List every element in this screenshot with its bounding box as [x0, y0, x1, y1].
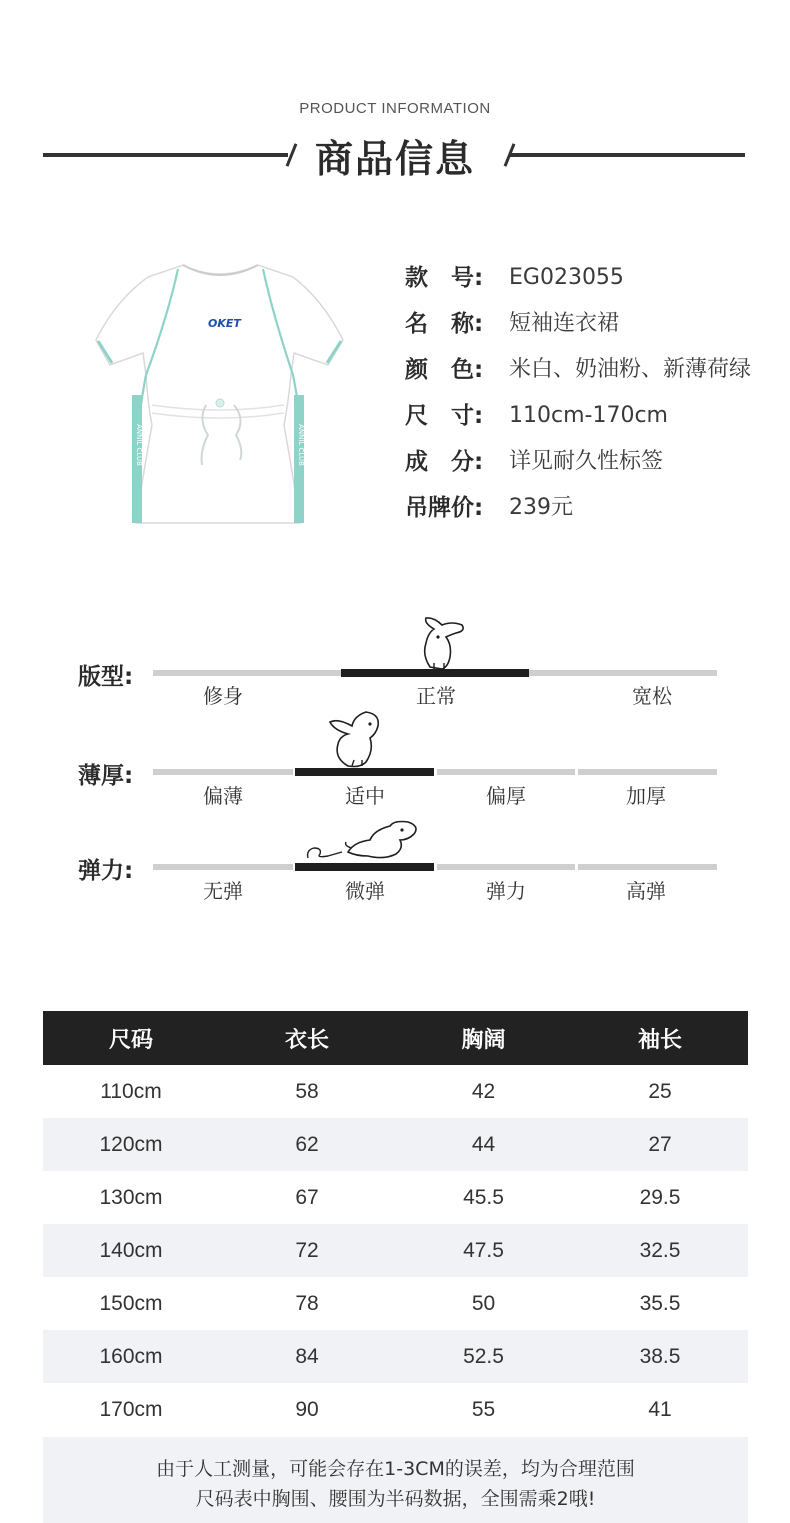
spec-value: 详见耐久性标签	[509, 449, 664, 474]
table-cell: 160cm	[43, 1330, 219, 1383]
table-row	[43, 1171, 748, 1224]
table-cell: 50	[471, 1291, 496, 1315]
tape-text-right: ANNIL CLUB	[297, 424, 305, 466]
table-row	[43, 1065, 748, 1118]
spec-row-composition	[405, 446, 765, 478]
scale-tick	[575, 768, 578, 776]
table-cell: 90	[295, 1397, 319, 1421]
table-header-cell: 衣长	[219, 1011, 395, 1065]
size-table	[43, 1011, 748, 1436]
table-header-row	[43, 1011, 748, 1065]
rabbit-standing-icon	[412, 615, 472, 673]
spec-value: 239元	[509, 495, 573, 520]
scale-option: 偏厚	[486, 784, 526, 808]
tape-text-left: ANNIL CLUB	[135, 424, 143, 466]
scale-title-thickness: 薄厚:	[78, 763, 134, 789]
spec-list	[405, 262, 765, 538]
table-cell: 35.5	[639, 1291, 681, 1315]
note-line-2: 尺码表中胸围、腰围为半码数据，全围需乘2哦!	[195, 1488, 596, 1510]
table-cell: 130cm	[99, 1185, 163, 1209]
scale-option: 弹力	[486, 879, 526, 903]
table-cell: 38.5	[572, 1330, 748, 1383]
spec-label: 颜 色:	[405, 357, 484, 383]
section-title: 商品信息	[314, 137, 475, 181]
table-row	[43, 1224, 748, 1277]
scale-title-fit: 版型:	[78, 664, 134, 690]
table-cell: 27	[572, 1118, 748, 1171]
spec-row-price	[405, 492, 765, 524]
table-cell: 41	[648, 1397, 672, 1421]
table-row	[43, 1383, 748, 1436]
spec-value: 短袖连衣裙	[509, 311, 620, 336]
scale-title-elasticity: 弹力:	[78, 858, 134, 884]
table-cell: 58	[295, 1079, 319, 1103]
table-row	[43, 1277, 748, 1330]
scale-option: 适中	[345, 784, 385, 808]
table-cell: 32.5	[572, 1224, 748, 1277]
spec-label: 成 分:	[405, 449, 484, 475]
table-cell: 55	[471, 1397, 496, 1421]
spec-value: 110cm-170cm	[509, 403, 668, 428]
spec-label: 名 称:	[405, 311, 484, 337]
scale-tick	[434, 768, 437, 776]
table-cell: 44	[395, 1118, 572, 1171]
scale-option: 宽松	[632, 684, 672, 708]
table-header-cell: 尺码	[43, 1011, 219, 1065]
scale-option: 高弹	[626, 879, 666, 903]
table-cell: 78	[295, 1291, 319, 1315]
scale-option: 微弹	[345, 879, 385, 903]
scale-tick	[434, 863, 437, 871]
header-divider-right	[510, 153, 745, 157]
rabbit-sitting-icon	[326, 708, 386, 770]
chest-logo: OKET	[208, 317, 241, 330]
scale-option: 正常	[416, 684, 456, 708]
table-cell: 42	[471, 1079, 496, 1103]
table-cell: 52.5	[395, 1330, 572, 1383]
spec-label: 尺 寸:	[405, 403, 484, 429]
spec-label: 款 号:	[405, 265, 484, 291]
table-cell: 72	[219, 1224, 395, 1277]
table-header-cell: 袖长	[572, 1011, 748, 1065]
table-cell: 25	[648, 1079, 672, 1103]
table-cell: 120cm	[43, 1118, 219, 1171]
section-subtitle-en: PRODUCT INFORMATION	[299, 100, 491, 117]
table-cell: 45.5	[463, 1185, 504, 1209]
rabbit-jumping-icon	[304, 818, 422, 864]
table-cell: 47.5	[395, 1224, 572, 1277]
spec-label: 吊牌价:	[405, 495, 484, 521]
table-cell: 62	[219, 1118, 395, 1171]
scale-option: 偏薄	[203, 784, 243, 808]
scale-track-elasticity	[153, 864, 717, 870]
table-header-cell: 胸阔	[395, 1011, 572, 1065]
scale-track-thickness	[153, 769, 717, 775]
table-cell: 150cm	[99, 1291, 163, 1315]
scale-option: 无弹	[203, 879, 243, 903]
note-line-1: 由于人工测量，可能会存在1-3CM的误差，均为合理范围	[156, 1458, 635, 1480]
spec-value: EG023055	[509, 265, 624, 290]
table-cell: 67	[295, 1185, 319, 1209]
table-cell: 140cm	[43, 1224, 219, 1277]
table-cell: 29.5	[639, 1185, 681, 1209]
spec-value: 米白、奶油粉、新薄荷绿	[509, 357, 752, 382]
table-cell: 84	[219, 1330, 395, 1383]
scale-option: 加厚	[626, 784, 666, 808]
scale-option: 修身	[203, 684, 243, 708]
spec-row-style-no	[405, 262, 765, 294]
table-cell: 170cm	[99, 1397, 163, 1421]
spec-row-size	[405, 400, 765, 432]
table-row	[43, 1330, 748, 1383]
spec-row-color	[405, 354, 765, 386]
scale-active-segment	[295, 863, 434, 871]
spec-row-name	[405, 308, 765, 340]
product-image	[88, 255, 353, 530]
table-cell: 110cm	[100, 1079, 162, 1103]
scale-tick	[575, 863, 578, 871]
table-row	[43, 1118, 748, 1171]
measurement-note	[43, 1437, 748, 1523]
